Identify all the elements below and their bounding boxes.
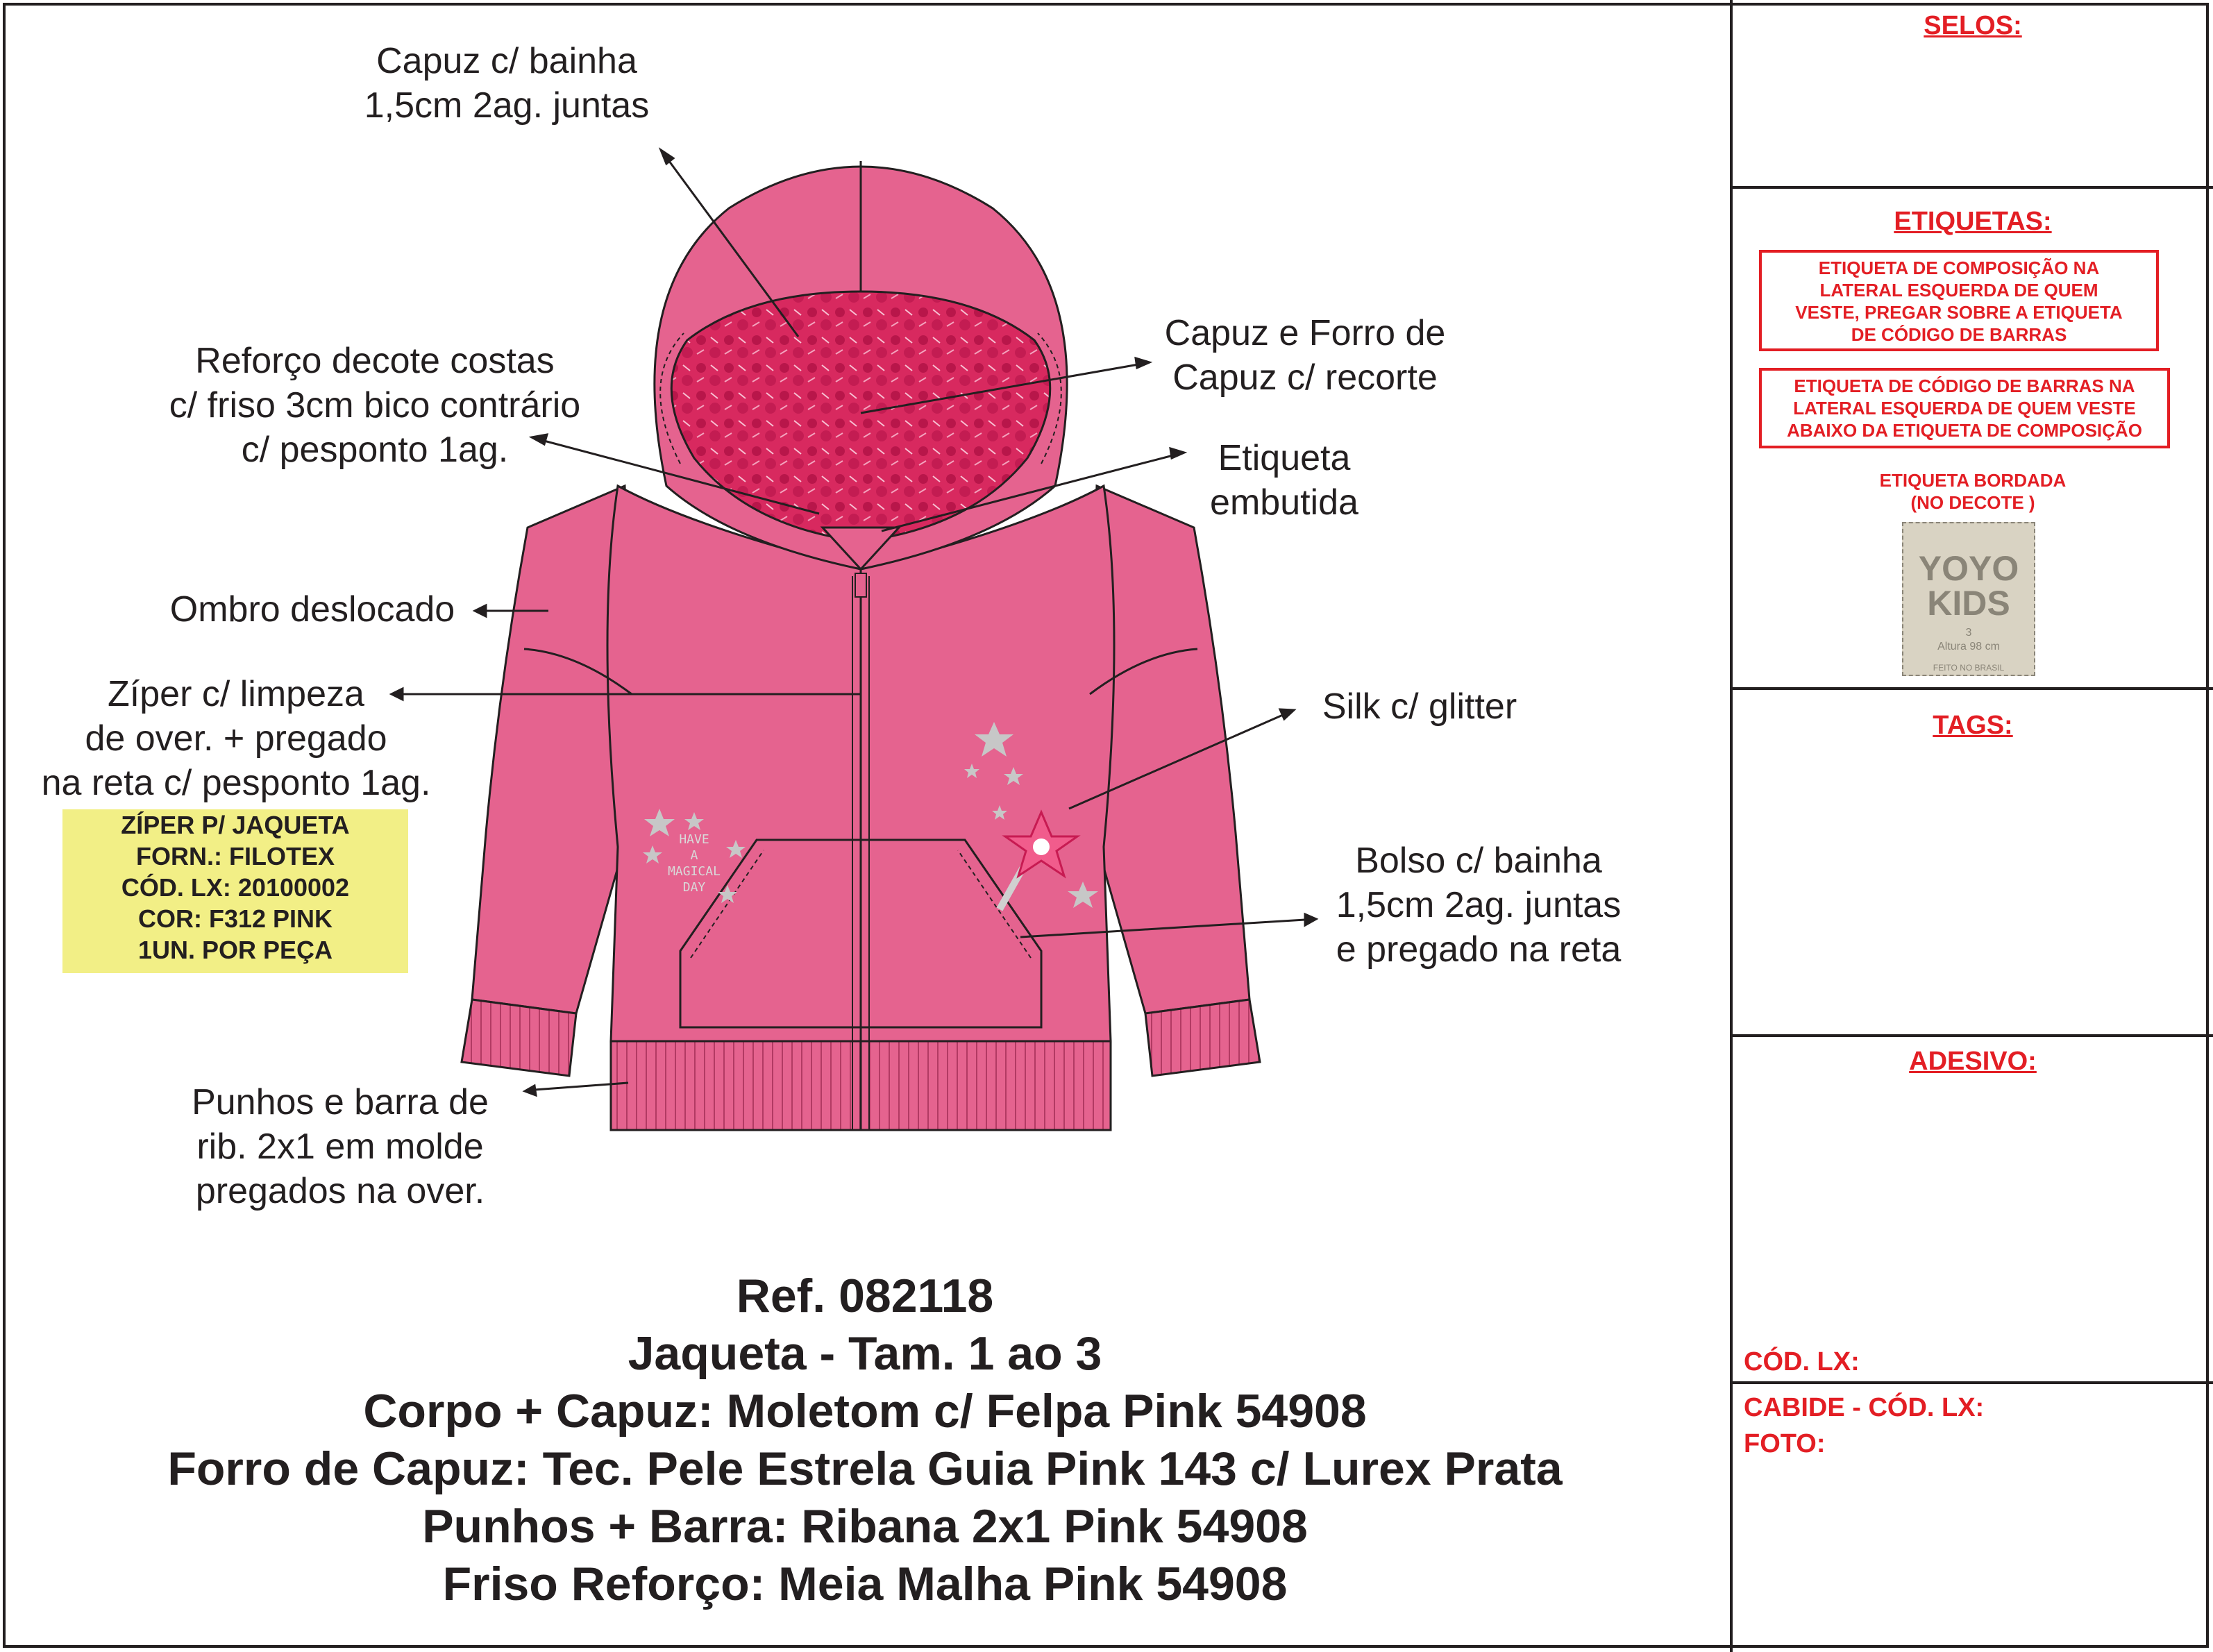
brand-label-image: YOYO KIDS 3 Altura 98 cm FEITO NO BRASIL <box>1902 522 2035 676</box>
sidebar-rule <box>1733 186 2213 189</box>
print-text-line: A <box>690 848 698 863</box>
back-neck-annotation: Reforço decote costas c/ friso 3cm bico contrário c/ pesponto 1ag. <box>169 341 581 470</box>
sidebar-divider <box>1730 0 1733 1652</box>
right-cuff <box>1145 1000 1260 1076</box>
print-text-line: MAGICAL <box>668 864 721 879</box>
print-text-line: DAY <box>682 880 706 895</box>
foto-field: FOTO: <box>1744 1429 1826 1458</box>
left-sleeve <box>472 486 632 1013</box>
embroidered-label-note: ETIQUETA BORDADA (NO DECOTE ) <box>1879 470 2067 513</box>
sidebar-rule <box>1733 1381 2213 1384</box>
sidebar-rule <box>1733 687 2213 690</box>
hood-lining-annotation: Capuz e Forro de Capuz c/ recorte <box>1164 313 1446 398</box>
reinforcement-fabric: Friso Reforço: Meia Malha Pink 54908 <box>442 1558 1288 1610</box>
right-sleeve <box>1090 486 1249 1013</box>
cabide-field: CABIDE - CÓD. LX: <box>1744 1393 1985 1422</box>
tags-title: TAGS: <box>1933 711 2013 740</box>
barcode-label-note: ETIQUETA DE CÓDIGO DE BARRAS NA LATERAL ESQUERDA DE QUEM VESTE ABAIXO DA ETIQUETA DE COMPOSIÇÃO <box>1759 368 2170 448</box>
zipper-spec-box: ZÍPER P/ JAQUETA FORN.: FILOTEX CÓD. LX: 20100002 COR: F312 PINK 1UN. POR PEÇA <box>62 809 408 973</box>
label-tag-annotation: Etiqueta embutida <box>1210 438 1358 523</box>
rib-annotation: Punhos e barra de rib. 2x1 em molde pregados na over. <box>192 1082 489 1211</box>
reference-number: Ref. 082118 <box>736 1270 994 1322</box>
material-specs <box>0 1267 1730 1613</box>
print-text-line: HAVE <box>679 832 709 847</box>
silk-annotation: Silk c/ glitter <box>1322 686 1517 727</box>
sidebar-rule <box>1733 1034 2213 1037</box>
shoulder-annotation: Ombro deslocado <box>169 589 455 630</box>
pocket-annotation: Bolso c/ bainha 1,5cm 2ag. juntas e pregado na reta <box>1336 841 1622 970</box>
hood-hem-annotation: Capuz c/ bainha 1,5cm 2ag. juntas <box>364 41 650 126</box>
composition-label-note: ETIQUETA DE COMPOSIÇÃO NA LATERAL ESQUERDA DE QUEM VESTE, PREGAR SOBRE A ETIQUETA DE CÓDIGO DE BARRAS <box>1759 250 2159 351</box>
cod-lx-field: CÓD. LX: <box>1744 1347 1860 1376</box>
left-cuff <box>462 1000 576 1076</box>
zipper-annotation: Zíper c/ limpeza de over. + pregado na reta c/ pesponto 1ag. <box>41 674 431 803</box>
product-name: Jaqueta - Tam. 1 ao 3 <box>628 1327 1102 1380</box>
body-fabric: Corpo + Capuz: Moletom c/ Felpa Pink 54908 <box>363 1385 1367 1438</box>
rib-fabric: Punhos + Barra: Ribana 2x1 Pink 54908 <box>422 1500 1308 1553</box>
lining-fabric: Forro de Capuz: Tec. Pele Estrela Guia Pink 143 c/ Lurex Prata <box>167 1442 1563 1495</box>
adesivo-title: ADESIVO: <box>1909 1047 2037 1076</box>
etiquetas-title: ETIQUETAS: <box>1894 207 2052 236</box>
selos-title: SELOS: <box>1924 11 2022 40</box>
